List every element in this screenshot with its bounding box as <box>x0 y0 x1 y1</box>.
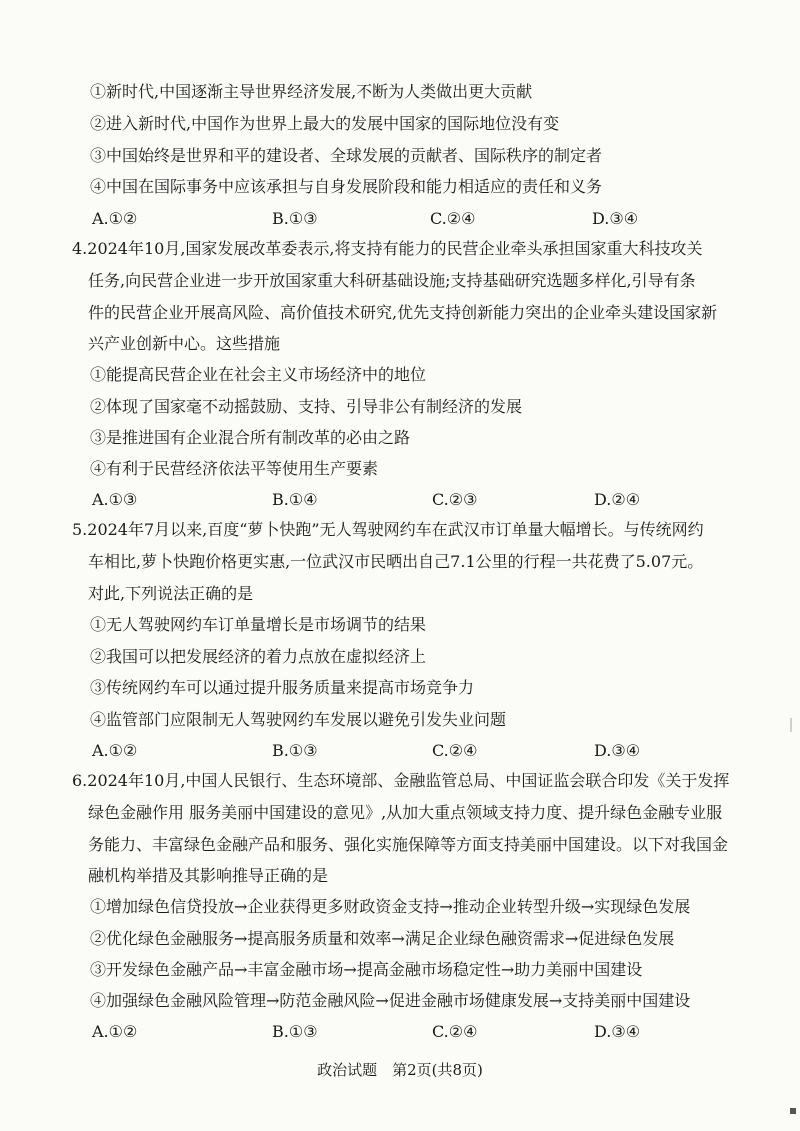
q6-item-4: ④加强绿色金融风险管理→防范金融风险→促进金融市场健康发展→支持美丽中国建设 <box>90 991 691 1010</box>
q5-stem-1: 5.2024年7月以来,百度“萝卜快跑”无人驾驶网约车在武汉市订单量大幅增长。与传统网约 <box>72 520 704 539</box>
q5-item-1: ①无人驾驶网约车订单量增长是市场调节的结果 <box>90 615 427 634</box>
q4-item-2: ②体现了国家毫不动摇鼓励、支持、引导非公有制经济的发展 <box>90 397 523 416</box>
q5-item-3: ③传统网约车可以通过提升服务质量来提高市场竞争力 <box>90 678 475 697</box>
scan-artifact <box>790 718 792 732</box>
q4-option-b: B.①④ <box>272 490 318 509</box>
q4-stem-4: 兴产业创新中心。这些措施 <box>88 334 281 353</box>
q3-item-2: ②进入新时代,中国作为世界上最大的发展中国家的国际地位没有变 <box>90 114 560 133</box>
q4-stem-3: 件的民营企业开展高风险、高价值技术研究,优先支持创新能力突出的企业牵头建设国家新 <box>88 303 718 322</box>
q3-item-3: ③中国始终是世界和平的建设者、全球发展的贡献者、国际秩序的制定者 <box>90 146 603 165</box>
q4-item-3: ③是推进国有企业混合所有制改革的必由之路 <box>90 428 411 447</box>
q4-stem-2: 任务,向民营企业进一步开放国家重大科研基础设施;支持基础研究选题多样化,引导有条 <box>88 271 696 290</box>
q6-option-b: B.①③ <box>272 1022 318 1041</box>
q4-option-c: C.②③ <box>432 490 478 509</box>
q5-options <box>92 740 732 762</box>
q5-item-2: ②我国可以把发展经济的着力点放在虚拟经济上 <box>90 647 427 666</box>
page-footer: 政治试题 第2页(共8页) <box>317 1061 483 1079</box>
q5-stem-3: 对此,下列说法正确的是 <box>88 584 254 603</box>
q5-option-d: D.③④ <box>594 741 641 760</box>
q4-option-a: A.①③ <box>92 490 138 509</box>
q3-option-a: A.①② <box>92 209 138 228</box>
q6-options <box>92 1021 732 1043</box>
q3-item-1: ①新时代,中国逐渐主导世界经济发展,不断为人类做出更大贡献 <box>90 82 533 101</box>
q4-options <box>92 489 732 511</box>
q6-option-a: A.①② <box>92 1022 138 1041</box>
scan-artifact <box>790 1108 796 1114</box>
q6-option-c: C.②④ <box>432 1022 478 1041</box>
q6-stem-4: 融机构举措及其影响推导正确的是 <box>88 866 329 885</box>
q5-item-4: ④监管部门应限制无人驾驶网约车发展以避免引发失业问题 <box>90 710 507 729</box>
q6-stem-2: 绿色金融作用 服务美丽中国建设的意见》,从加大重点领域支持力度、提升绿色金融专业服 <box>88 803 723 822</box>
q4-stem-1: 4.2024年10月,国家发展改革委表示,将支持有能力的民营企业牵头承担国家重大科技攻关 <box>72 239 703 258</box>
q6-option-d: D.③④ <box>594 1022 641 1041</box>
q5-option-a: A.①② <box>92 741 138 760</box>
q5-stem-2: 车相比,萝卜快跑价格更实惠,一位武汉市民晒出自己7.1公里的行程一共花费了5.07元。 <box>88 552 704 571</box>
q4-item-4: ④有利于民营经济依法平等使用生产要素 <box>90 459 379 478</box>
q6-stem-1: 6.2024年10月,中国人民银行、生态环境部、金融监管总局、中国证监会联合印发《关于发挥 <box>72 771 730 790</box>
q3-option-d: D.③④ <box>592 209 639 228</box>
q5-option-c: C.②④ <box>432 741 478 760</box>
q3-item-4: ④中国在国际事务中应该承担与自身发展阶段和能力相适应的责任和义务 <box>90 177 603 196</box>
q6-item-2: ②优化绿色金融服务→提高服务质量和效率→满足企业绿色融资需求→促进绿色发展 <box>90 929 675 948</box>
q5-option-b: B.①③ <box>272 741 318 760</box>
q6-stem-3: 务能力、丰富绿色金融产品和服务、强化实施保障等方面支持美丽中国建设。以下对我国金 <box>88 835 729 854</box>
q4-option-d: D.②④ <box>594 490 641 509</box>
q3-options <box>92 208 732 230</box>
q4-item-1: ①能提高民营企业在社会主义市场经济中的地位 <box>90 365 427 384</box>
q6-item-3: ③开发绿色金融产品→丰富金融市场→提高金融市场稳定性→助力美丽中国建设 <box>90 960 643 979</box>
q6-item-1: ①增加绿色信贷投放→企业获得更多财政资金支持→推动企业转型升级→实现绿色发展 <box>90 897 691 916</box>
q3-option-c: C.②④ <box>430 209 476 228</box>
q3-option-b: B.①③ <box>272 209 318 228</box>
